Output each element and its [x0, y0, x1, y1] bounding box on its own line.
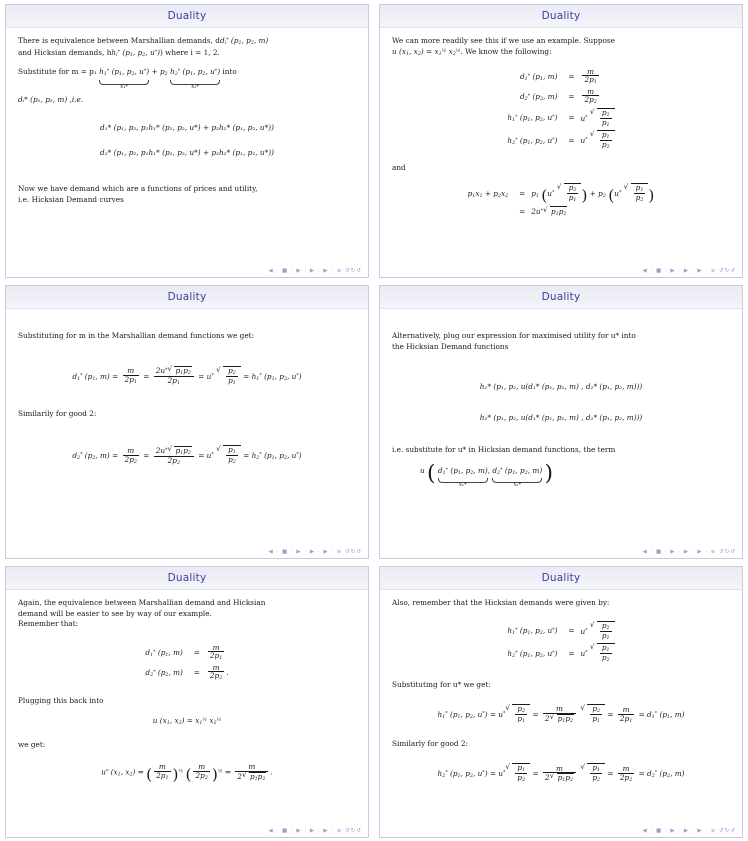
paragraph-substitute: Substitute for m = p₁ $h_1^*$ ($p_1$, $p_2$, u*) x₁* + $p_2$ $h_2^*$ ($p_1$, $p_2$, u*) x₂* into — [18, 67, 237, 90]
text-line: Alternatively, plug our expression for maximised utility for u* into — [392, 331, 636, 340]
equation-row: $d_1^*$ ($p_1$, m) = $\frac{m}{2p_1}$ — [145, 642, 223, 662]
slide-5 — [0, 562, 374, 841]
slide-titlebar — [6, 567, 368, 590]
slide-body — [6, 590, 368, 782]
paragraph-substituting-ustar: Substituting for u* we get: — [392, 679, 491, 689]
paragraph-ie-substitute: i.e. substitute for u* in Hicksian demand functions, the term — [392, 445, 616, 455]
paragraph-again — [18, 598, 356, 630]
slide-titlebar — [380, 567, 742, 590]
equation-row: $d_2^*$ ($p_2$, m) = $\frac{m}{2p_2}$ — [519, 86, 597, 106]
slide-1 — [0, 0, 374, 281]
text-line: and Hicksian demands, h — [18, 48, 112, 58]
equation-row: $d_1^*$ ($p_1$, m) = $\frac{m}{2p_1}$ — [519, 66, 597, 86]
paragraph-example: We can more readily see this if we use an example. Suppose u ($x_1$, $x_2) = x_1^{\frac{1}{2}}$ $x_2^{\frac{1}{2}}$. We know the following: — [392, 36, 615, 57]
slide-navigation-dots[interactable]: ◀ · ■ · ▶ · ▶ · ▶ · ≡ ↺↻↺ — [642, 549, 736, 555]
equation-u-braces: u ( $d_1^*$ ($p_1$, $p_2$, m) x₁* , $d_2^*$ ($p_1$, $p_2$, m) x₂* ) — [420, 460, 554, 489]
text-line: the Hicksian Demand functions — [392, 341, 509, 351]
u-symbol: u — [420, 465, 425, 475]
paragraph-similarily: Similarily for good 2: — [18, 408, 97, 418]
text-line: Remember that: — [18, 619, 79, 629]
slide-frame — [379, 4, 743, 278]
slide-body — [6, 309, 368, 466]
slide-titlebar — [6, 286, 368, 309]
underbrace-x2: $h_2^*$ ($p_1$, $p_2$, u*) x₂* — [170, 67, 221, 90]
page-title: Duality — [167, 291, 207, 303]
underbrace-x1: $d_1^*$ ($p_1$, $p_2$, m) x₁* — [437, 465, 488, 489]
slide-body — [6, 28, 368, 205]
slide-frame — [5, 4, 369, 278]
page-title: Duality — [541, 572, 581, 584]
paragraph-substituting: Substituting for m in the Marshallian demand functions we get: — [18, 331, 255, 340]
page-title: Duality — [541, 10, 581, 22]
equation-row: = 2u* √ $p_1p_2$ — [468, 206, 655, 219]
slide-frame — [5, 566, 369, 838]
slide-4 — [374, 281, 748, 562]
text-line: Substitute for m = p₁ — [18, 67, 97, 77]
text-line: We can more readily see this if we use an example. Suppose — [392, 36, 615, 45]
underbrace-x2: $d_2^*$ ($p_1$, $p_2$, m) x₂* — [492, 465, 543, 489]
text-line: . We know the following: — [460, 46, 552, 56]
slide-titlebar — [6, 5, 368, 28]
slide-navigation-dots[interactable]: ◀ · ■ · ▶ · ▶ · ▶ · ≡ ↺↻↺ — [268, 549, 362, 555]
slide-body — [380, 309, 742, 489]
text-line: demand will be easier to see by way of our example. — [18, 608, 212, 618]
equation-ustar: u* ($x_1$, $x_2$) = ( $\frac{m}{2p_1}$ )$^{\frac{1}{2}}$ ( $\frac{m}{2p_2}$ )$^{\frac{1}{2}}$ = $\frac{m}{2 √ p_1p_2}$ . — [18, 763, 356, 782]
slide-navigation-dots[interactable]: ◀ · ■ · ▶ · ▶ · ▶ · ≡ ↺↻↺ — [642, 268, 736, 274]
equation-h1-nested: h₁* (p₁, p₂, u(d₁* (p₁, p₂, m) , d₂* (p₁, p₂, m))) — [479, 382, 643, 392]
slide-frame — [379, 285, 743, 559]
equation-row: $d_2^*$ ($p_2$, m) = $\frac{m}{2p_2}$ . — [145, 662, 229, 682]
paragraph-di: dᵢ* (p₁, p₂, m) ,i.e. — [18, 94, 84, 104]
slide-3 — [0, 281, 374, 562]
slide-body — [380, 590, 742, 784]
slide-2 — [374, 0, 748, 281]
slide-body — [380, 28, 742, 221]
text-line: There is equivalence between Marshallian demands, d — [18, 36, 220, 45]
slide-frame — [379, 566, 743, 838]
underbrace-x1: $h_1^*$ ($p_1$, $p_2$, u*) x₁* — [99, 67, 150, 90]
equation-d2: d₂* (p₁, p₂, p₁h₁* (p₁, p₂, u*) + p₂h₂* (p₁, p₂, u*)) — [100, 147, 274, 157]
text-line: into — [222, 67, 237, 77]
slide-navigation-dots[interactable]: ◀ · ■ · ▶ · ▶ · ▶ · ≡ ↺↻↺ — [642, 828, 736, 834]
slide-titlebar — [380, 5, 742, 28]
paragraph-alternatively — [392, 331, 730, 352]
paragraph-we-get: we get: — [18, 740, 46, 750]
text-line: Again, the equivalence between Marshallian demand and Hicksian — [18, 598, 266, 607]
equation-h2-chain: $h_2^*$ ($p_1$, $p_2$, u*) = u* √ $\frac{p_1}{p_2}$ = $\frac{m}{2 √ p_1p_2}$ √ $\frac{p_1}{p_2}$ = $\frac{m}{2p_2}$ = $d_2^*$ ($p_2$, m) — [392, 763, 730, 784]
slide-navigation-dots[interactable]: ◀ · ■ · ▶ · ▶ · ▶ · ≡ ↺↻↺ — [268, 268, 362, 274]
paragraph-also-remember: Also, remember that the Hicksian demands were given by: — [392, 598, 610, 607]
equation-h1-chain: $h_1^*$ ($p_1$, $p_2$, u*) = u* √ $\frac{p_2}{p_1}$ = $\frac{m}{2 √ p_1p_2}$ √ $\frac{p_2}{p_1}$ = $\frac{m}{2p_1}$ = $d_1^*$ ($p_1$, m) — [392, 704, 730, 725]
paragraph-similarly-good2: Similarly for good 2: — [392, 738, 468, 748]
equation-group-budget — [466, 181, 657, 221]
equation-utility: u ($x_1$, $x_2) = x_1^{\frac{1}{2}}$ $x_2^{\frac{1}{2}}$ — [152, 716, 222, 727]
equation-d1-chain: $d_1^*$ ($p_1$, m) = $\frac{m}{2p_1}$ = $\frac{2u^* √ p_1p_2}{2p_1}$ = u* √ $\frac{p_2}{p_1}$ = $h_1^*$ ($p_1$, $p_2$, u*) — [18, 366, 356, 387]
page-title: Duality — [167, 572, 207, 584]
text-line: Now we have demand which are a functions of prices and utility, — [18, 184, 258, 194]
paragraph-plugging: Plugging this back into — [18, 695, 104, 705]
equation-d2-chain: $d_2^*$ ($p_2$, m) = $\frac{m}{2p_2}$ = $\frac{2u^* √ p_1p_2}{2p_2}$ = u* √ $\frac{p_1}{p_2}$ = $h_2^*$ ($p_1$, $p_2$, u*) — [18, 445, 356, 466]
equation-d1: d₁* (p₁, p₂, p₁h₁* (p₁, p₂, u*) + p₂h₂* (p₁, p₂, u*)) — [100, 123, 274, 133]
equation-row: $p_1x_1 + p_2x_2$ = $p_1$ (u* √ $\frac{p_2}{p_1}$ ) + $p_2$ (u* √ $\frac{p_1}{p_2}$ ) — [468, 183, 655, 204]
text-line: ) where i = 1, 2. — [159, 48, 220, 58]
equation-group-marshallian — [143, 642, 230, 684]
equation-row: $h_2^*$ ($p_1$, $p_2$, u*) = u* √ $\frac{p_1}{p_2}$ — [507, 130, 614, 151]
slide-navigation-dots[interactable]: ◀ · ■ · ▶ · ▶ · ▶ · ≡ ↺↻↺ — [268, 828, 362, 834]
paragraph-conclusion — [18, 184, 356, 205]
equation-group-hicksian — [505, 619, 616, 666]
page-title: Duality — [541, 291, 581, 303]
equation-row: $h_1^*$ ($p_1$, $p_2$, u*) = u* √ $\frac{p_2}{p_1}$ — [507, 108, 614, 129]
page-title: Duality — [167, 10, 207, 22]
equation-group-demands — [505, 66, 616, 153]
slide-frame — [5, 285, 369, 559]
text-line: i.e. Hicksian Demand curves — [18, 194, 124, 204]
slide-6 — [374, 562, 748, 841]
equation-row: $h_2^*$ ($p_1$, $p_2$, u*) = u* √ $\frac{p_1}{p_2}$ — [507, 643, 614, 664]
equation-h2-nested: h₂* (p₁, p₂, u(d₁* (p₁, p₂, m) , d₂* (p₁, p₂, m))) — [479, 412, 643, 422]
slide-titlebar — [380, 286, 742, 309]
paragraph-and: and — [392, 162, 406, 172]
equation-row: $h_1^*$ ($p_1$, $p_2$, u*) = u* √ $\frac{p_2}{p_1}$ — [507, 621, 614, 642]
paragraph-equivalence: There is equivalence between Marshallian demands, $dd_i^*$ ($p_1$, $p_2$, m) and Hicksian demands, $hh_i^*$ ($p_1$, $p_2$, u*)) where i = 1, 2. — [18, 36, 269, 59]
